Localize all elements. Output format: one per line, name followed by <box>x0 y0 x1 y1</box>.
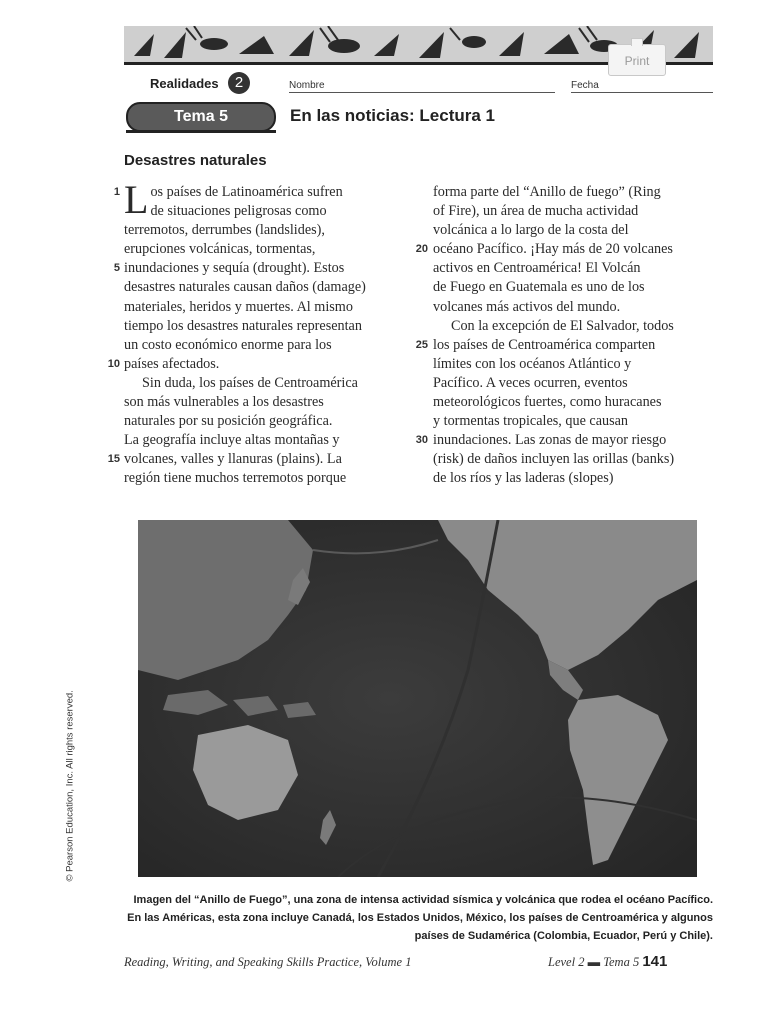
text-line-content: os países de Latinoamérica sufren <box>150 184 343 200</box>
text-line: terremotos, derrumbes (landslides), <box>124 222 325 239</box>
line-number: 10 <box>107 358 120 370</box>
world-map-image <box>138 520 697 877</box>
line-number: 15 <box>107 453 120 465</box>
text-line: Con la excepción de El Salvador, todos <box>451 317 674 334</box>
text-line: son más vulnerables a los desastres <box>124 394 324 411</box>
text-line: y tormentas tropicales, que causan <box>433 413 629 430</box>
footer-separator: ▬ <box>587 955 604 969</box>
text-line: meteorológicos fuertes, como huracanes <box>433 394 662 411</box>
text-line: naturales por su posición geográfica. <box>124 413 333 430</box>
series-name: Realidades <box>150 76 219 91</box>
footer-tema: Tema 5 <box>603 955 640 969</box>
text-line: inundaciones y sequía (drought). Estos <box>124 260 345 277</box>
text-line: desastres naturales causan daños (damage) <box>124 279 366 296</box>
text-line: La geografía incluye altas montañas y <box>124 432 340 449</box>
text-line: erupciones volcánicas, tormentas, <box>124 241 316 258</box>
name-label: Nombre <box>289 80 325 91</box>
text-line: volcanes más activos del mundo. <box>433 298 621 315</box>
line-number: 20 <box>415 243 428 255</box>
text-line: un costo económico enorme para los <box>124 336 332 353</box>
text-line: de Fuego en Guatemala es uno de los <box>433 279 645 296</box>
level-badge: 2 <box>228 72 250 94</box>
line-number: 1 <box>113 186 120 198</box>
map-caption: Imagen del “Anillo de Fuego”, una zona de intensa actividad sísmica y volcánica que rodea el océano Pacífico. En las Américas, esta zona incluye Canadá, los Estados Unidos, México, los países de Centroamérica y algunos países de Sudamérica (Colombia, Ecuador, Perú y Chile). <box>127 894 713 942</box>
text-line: de situaciones peligrosas como <box>150 203 327 220</box>
text-line: forma parte del “Anillo de fuego” (Ring <box>433 184 661 200</box>
date-label: Fecha <box>571 80 599 91</box>
tema-badge: Tema 5 <box>126 102 276 132</box>
text-line: activos en Centroamérica! El Volcán <box>433 260 641 277</box>
print-button-tab <box>631 38 643 46</box>
footer-book-title: Reading, Writing, and Speaking Skills Practice, Volume 1 <box>124 955 412 969</box>
tema-underline <box>126 130 276 133</box>
text-line: países afectados. <box>124 355 220 372</box>
print-label: Print <box>624 54 650 68</box>
text-line: océano Pacífico. ¡Hay más de 20 volcanes <box>433 241 673 258</box>
text-line: de los ríos y las laderas (slopes) <box>433 470 614 487</box>
name-field[interactable] <box>289 92 555 93</box>
line-number: 30 <box>415 434 428 446</box>
ring-of-fire-map <box>138 520 697 877</box>
line-number: 25 <box>415 339 428 351</box>
text-line: (risk) de daños incluyen las orillas (banks) <box>433 451 675 468</box>
footer-page-info <box>548 953 667 970</box>
text-line: los países de Centroamérica comparten <box>433 336 656 353</box>
copyright-notice: © Pearson Education, Inc. All rights reserved. <box>64 690 76 882</box>
text-line: volcanes, valles y llanuras (plains). La <box>124 451 342 468</box>
article-column-left <box>124 177 406 489</box>
text-line: límites con los océanos Atlántico y <box>433 355 632 372</box>
text-line: tiempo los desastres naturales representan <box>124 317 362 334</box>
page-number: 141 <box>642 953 668 970</box>
text-line: inundaciones. Las zonas de mayor riesgo <box>433 432 667 449</box>
text-line: of Fire), un área de mucha actividad <box>433 203 639 220</box>
text-line: volcánica a lo largo de la costa del <box>433 222 629 239</box>
line-number: 5 <box>113 262 120 274</box>
article-title: Desastres naturales <box>124 152 267 169</box>
text-line: Sin duda, los países de Centroamérica <box>142 374 358 391</box>
footer-level: Level 2 <box>548 955 585 969</box>
page-title: En las noticias: Lectura 1 <box>290 106 496 125</box>
text-line: materiales, heridos y muertes. Al mismo <box>124 298 353 315</box>
text-line: región tiene muchos terremotos porque <box>124 470 347 487</box>
drop-cap: L <box>124 177 149 222</box>
text-line: Pacífico. A veces ocurren, eventos <box>433 374 628 391</box>
date-field[interactable] <box>571 92 713 93</box>
article-column-right <box>433 183 713 489</box>
header-row <box>124 72 713 96</box>
